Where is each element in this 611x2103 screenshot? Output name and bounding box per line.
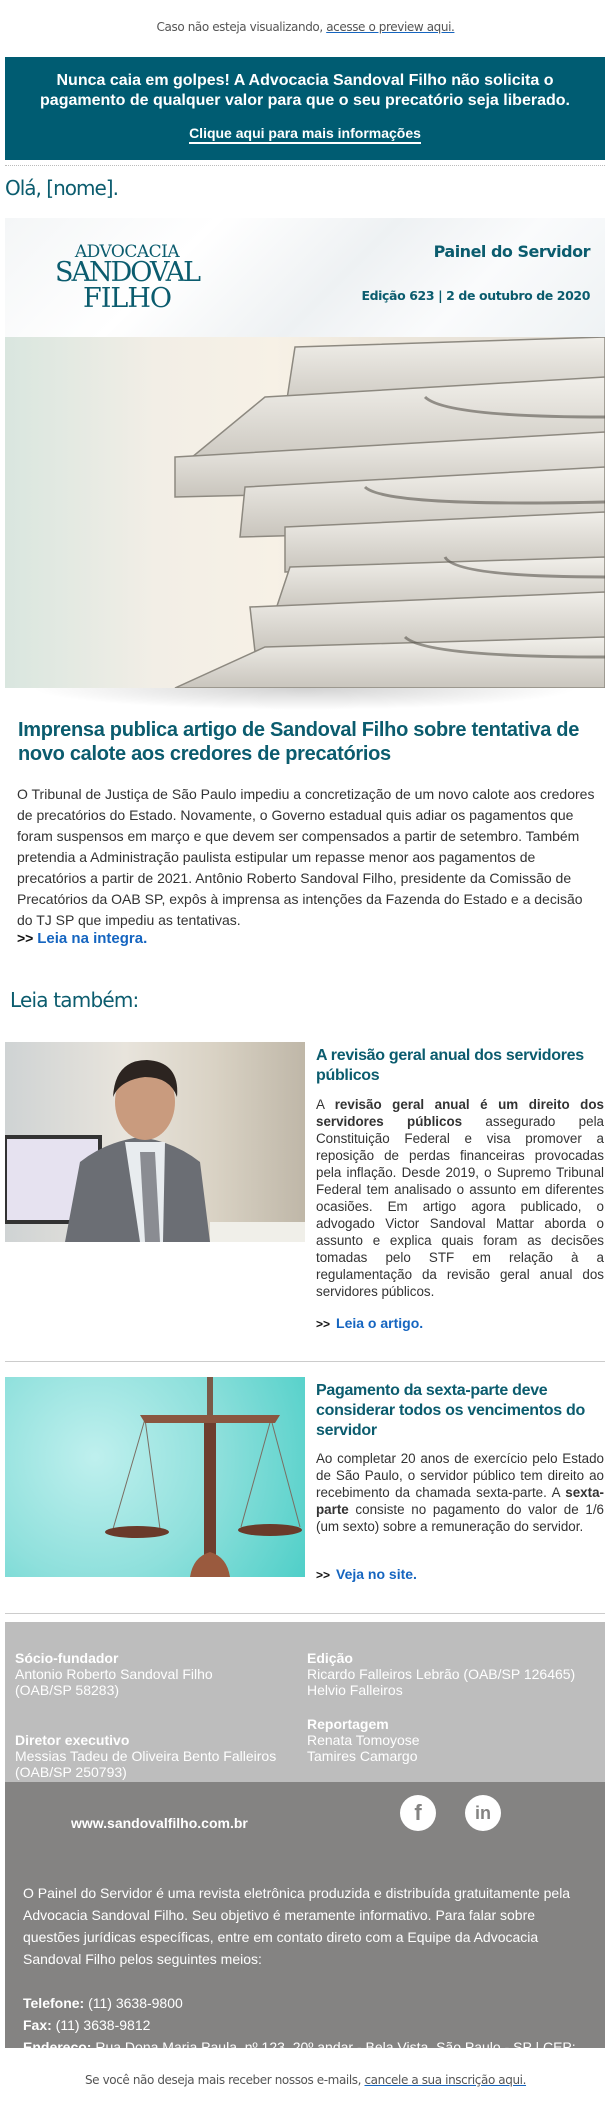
credit-reporting: Reportagem Renata Tomoyose Tamires Camargo [307,1716,420,1764]
dotted-divider [5,165,605,166]
credits-section [5,1622,605,1782]
read-article-link[interactable]: Leia o artigo. [336,1315,424,1331]
main-article-body: O Tribunal de Justiça de São Paulo impediu a concretização de um novo calote aos credores de precatórios do Estado. Novamente, o Governo estadual quis adiar os pagamentos que foram suspensos em março e que devem ser compensados a partir de setembro. Também pretendia a Administração paulista estipular um repasse menor aos pagamentos de precatórios a partir de 2021. Antônio Roberto Sandoval Filho, presidente da Comissão de Precatórios da OAB SP, expôs à imprensa as intenções da Fazenda do Estado e a decisão do TJ SP que impediu as tentativas. [17,786,595,928]
divider [5,1613,605,1614]
newsletter-title: Painel do Servidor [433,242,590,261]
greeting: Olá, [nome]. [5,176,118,200]
banner-info-link[interactable]: Clique aqui para mais informações [189,125,421,144]
article-title[interactable]: A revisão geral anual dos servidores públicos [316,1047,584,1084]
unsubscribe-notice: Se você não deseja mais receber nossos e-mails, cancele a sua inscrição aqui. [84,2073,527,2087]
lawyer-portrait-image[interactable] [5,1042,305,1242]
newsletter-header [5,218,605,337]
credit-edition: Edição Ricardo Falleiros Lebrão (OAB/SP 126465) Helvio Falleiros [307,1650,576,1698]
linkedin-icon[interactable]: in [465,1795,501,1831]
divider [5,1361,605,1362]
edition-date: Edição 623 | 2 de outubro de 2020 [361,288,590,303]
article-more: >> Veja no site. [316,1566,417,1582]
article-body: A revisão geral anual é um direito dos servidores públicos assegurado pela Constituição Federal e visa promover a reposição de perdas financeiras provocadas pela inflação. Desde 2019, o Supremo Tribunal Federal tem analisado o assunto em diferentes ocasiões. Em artigo agora publicado, o advogado Victor Sandoval Mattar aborda o assunto e explica quais foram as decisões tomadas pelo STF em relação à a regulamentação da revisão geral anual dos servidores públicos. [316,1097,604,1299]
article-more: >> Leia o artigo. [316,1315,424,1331]
website-link[interactable]: www.sandovalfilho.com.br [71,1815,248,1831]
see-site-link[interactable]: Veja no site. [336,1566,417,1582]
scam-warning-banner [5,57,605,160]
hero-shadow [30,688,580,710]
logo: ADVOCACIA SANDOVAL FILHO [54,242,200,314]
preview-link[interactable]: acesse o preview aqui. [326,20,455,34]
main-article-title[interactable]: Imprensa publica artigo de Sandoval Filho sobre tentativa de novo calote aos credores de precatórios [18,719,580,765]
footer-info: O Painel do Servidor é uma revista eletrônica produzida e distribuída gratuitamente pela Advocacia Sandoval Filho. Seu objetivo é meramente informativo. Para falar sobre questões jurídicas específicas, entre em contato direto com a Equipe da Advocacia Sandoval Filho pelos seguintes meios: [23,1885,571,1967]
unsubscribe-link[interactable]: cancele a sua inscrição aqui. [364,2073,527,2087]
article-title[interactable]: Pagamento da sexta-parte deve considerar todos os vencimentos do servidor [316,1382,585,1439]
justice-scale-image[interactable] [5,1377,305,1577]
credit-founder: Sócio-fundador Antonio Roberto Sandoval Filho (OAB/SP 58283) [15,1650,213,1698]
contact-details: Telefone: (11) 3638-9800 Fax: (11) 3638-9812 Endereço: Rua Dona Maria Paula, nº 123, 20º andar - Bela Vista, São Paulo - SP | CEP: 01319-001 [23,1995,576,2077]
main-article-more: >> Leia na integra. [17,930,148,947]
facebook-icon[interactable]: f [400,1795,436,1831]
read-full-link[interactable]: Leia na integra. [37,930,148,947]
also-read-heading: Leia também: [10,988,139,1012]
preheader: Caso não esteja visualizando, acesse o preview aqui. [156,20,455,34]
newspapers-hero-image [5,337,605,688]
credit-director: Diretor executivo Messias Tadeu de Oliveira Bento Falleiros (OAB/SP 250793) [15,1732,277,1780]
banner-text: Nunca caia em golpes! A Advocacia Sandoval Filho não solicita o pagamento de qualquer valor para que o seu precatório seja liberado. [40,72,570,109]
contact-footer [5,1782,605,2077]
article-body: Ao completar 20 anos de exercício pelo Estado de São Paulo, o servidor público tem direito ao recebimento da chamada sexta-parte. A sexta-parte consiste no pagamento do valor de 1/6 (um sexto) sobre a remuneração do servidor. [316,1451,604,1534]
